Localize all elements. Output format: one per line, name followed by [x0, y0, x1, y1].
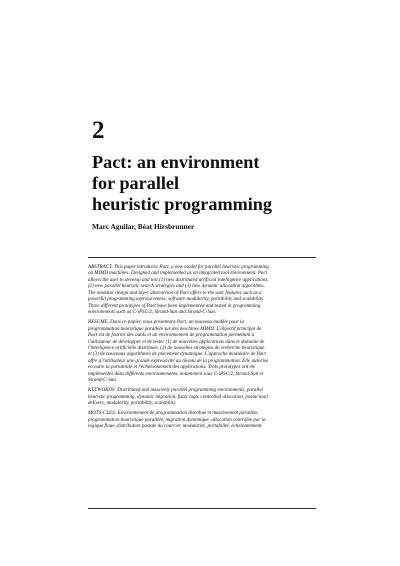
text-line: allows the user to develop and test (1) new distributed artificial intelligence applications,	[88, 276, 269, 283]
abstract-paragraph	[88, 264, 315, 316]
text-line: implémentés dans différents environnements, notamment sous C-iPSC/2, Strand-Sun et	[88, 370, 264, 377]
resume-paragraph	[88, 319, 315, 384]
text-line: Three different prototypes of Pact have been implemented and tested in programming	[88, 302, 261, 309]
text-line: on MIMD machines. Designed and implemented as an integrated tool environment, Pact	[88, 270, 268, 277]
text-line: et (3) de nouveaux algorithmes de placement dynamique. L'approche modulaire de Pact	[88, 351, 266, 358]
paper-title	[92, 152, 332, 215]
text-line: The modular design and layer abstraction of Pact offers to the user features such as a	[88, 289, 262, 296]
text-line: (2) new parallel heuristic search strategies and (3) new dynamic allocation algorithms.	[88, 283, 265, 290]
mots-cles-paragraph	[88, 410, 315, 429]
authors: Marc Aguilar, Béat Hirsbrunner	[92, 222, 195, 231]
title-line: Pact: an environment	[92, 152, 260, 172]
title-line: for parallel	[92, 173, 180, 193]
abstract-block	[88, 264, 315, 433]
text-line: environments such as C-iPSC/2, Strand-Sun and Strand-C-Sun.	[88, 309, 217, 316]
chapter-number: 2	[92, 117, 105, 144]
text-line: heuristic programming, dynamic migration, fuzzy logic controlled allocation, postal mail	[88, 393, 268, 400]
text-line: powerful programming expressiveness, software modularity, portability and scalability.	[88, 296, 265, 303]
text-line: l'utilisateur de développer et de tester (1) de nouvelles applications dans le domaine de	[88, 338, 265, 345]
keywords-paragraph	[88, 387, 315, 406]
text-line: offre à l'utilisateur une grande expressivité au niveau de la programmation. Elle autorise	[88, 357, 269, 364]
bottom-divider	[88, 508, 316, 509]
text-line: programmation heuristique parallèle sur des machines MIMD. L'objectif principal de	[88, 325, 262, 332]
top-divider	[88, 257, 316, 258]
text-line: MOTS-CLÉS: Environnement de programmation distribué et massivement parallèle,	[88, 410, 259, 417]
text-line: Pact est de fournir des outils et un environnement de programmation permettant à	[88, 332, 255, 339]
text-line: logique floue, distribution postale du courrier, modularité, portabilité, échelonnement.	[88, 423, 263, 430]
text-line: KEYWORDS: Distributed and massively parallel programming environments, parallel	[88, 387, 263, 394]
text-line: RÉSUMÉ. Dans ce papier, nous présentons Pact, un nouveau modèle pour la	[88, 319, 244, 326]
text-line: Strand-C-Sun.	[88, 377, 118, 384]
text-line: programmation heuristique parallèle, migration dynamique, allocation contrôlée par la	[88, 416, 266, 423]
text-line: ABSTRACT. This paper introduces Pact, a new model for parallel heuristic programming	[88, 264, 269, 270]
text-line: en outre la portabilité et l'échelonnement des applications. Trois prototypes ont été	[88, 364, 256, 371]
title-line: heuristic programming	[92, 194, 273, 214]
text-line: l'intelligence artificielle distribuée, (2) de nouvelles stratégies de recherche heuristique	[88, 345, 265, 352]
text-line: delivery, modularity, portability, scalability.	[88, 400, 177, 407]
